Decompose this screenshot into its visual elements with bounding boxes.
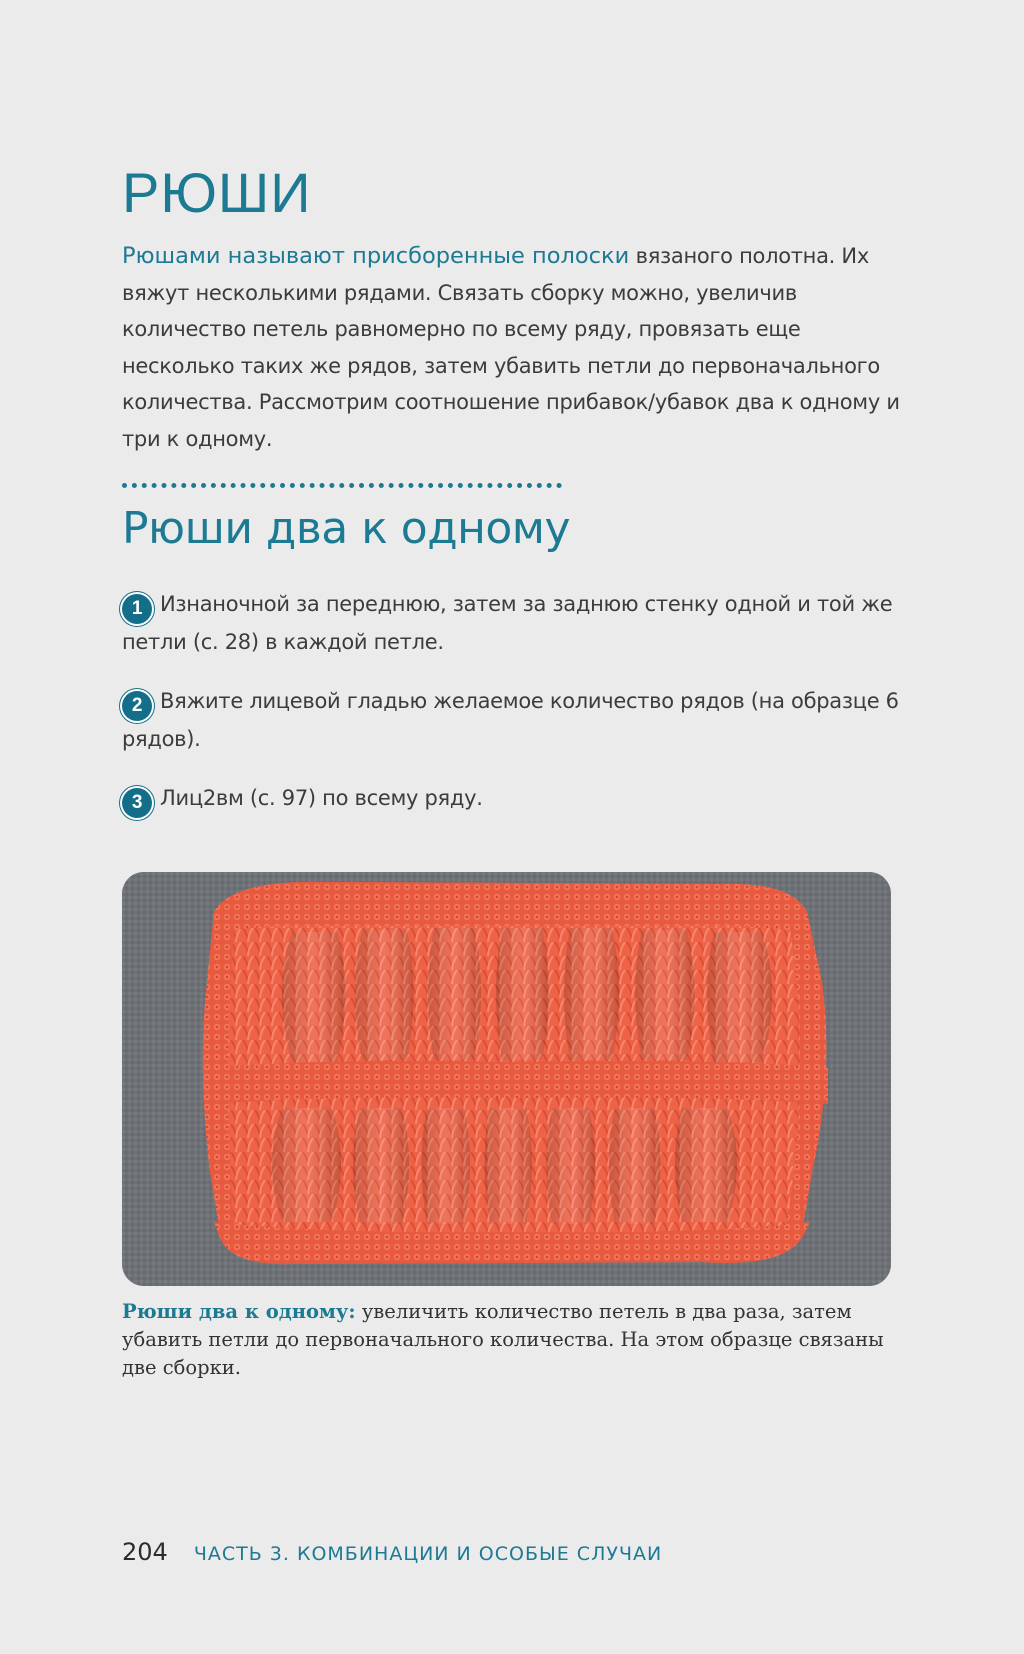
- page-title: РЮШИ: [122, 161, 312, 224]
- intro-lead: Рюшами называют присборенные полоски: [122, 243, 630, 269]
- caption-text: увеличить количество петель в два раза, затем убавить петли до первоначального количества. На этом образце связаны две сборки.: [122, 1300, 884, 1379]
- step-text: Изнаночной за переднюю, затем за заднюю стенку одной и той же петли (с. 28) в каждой петле.: [122, 592, 893, 654]
- step-1: [122, 586, 912, 660]
- dotted-divider: [122, 483, 562, 489]
- intro-text: вязаного полотна. Их вяжут несколькими рядами. Связать сборку можно, увеличив количество петель равномерно по всему ряду, провязать еще несколько таких же рядов, затем убавить петли до первоначального количества. Рассмотрим соотношение прибавок/убавок два к одному и три к одному.: [122, 244, 900, 451]
- photo-caption: [122, 1298, 912, 1382]
- step-number-badge: 1: [122, 594, 152, 624]
- knitted-swatch-photo: [122, 872, 891, 1286]
- page-footer: [122, 1538, 662, 1566]
- step-3: [122, 780, 912, 818]
- section-title: Рюши два к одному: [122, 503, 571, 554]
- running-head: ЧАСТЬ 3. КОМБИНАЦИИ И ОСОБЫЕ СЛУЧАИ: [193, 1543, 663, 1565]
- intro-paragraph: [122, 238, 912, 457]
- step-2: [122, 683, 912, 757]
- caption-lead: Рюши два к одному:: [122, 1300, 356, 1323]
- step-number-badge: 3: [122, 788, 152, 818]
- step-number-badge: 2: [122, 691, 152, 721]
- page-number: 204: [122, 1538, 168, 1566]
- step-text: Лиц2вм (с. 97) по всему ряду.: [160, 786, 483, 810]
- step-text: Вяжите лицевой гладью желаемое количество рядов (на образце 6 рядов).: [122, 689, 899, 751]
